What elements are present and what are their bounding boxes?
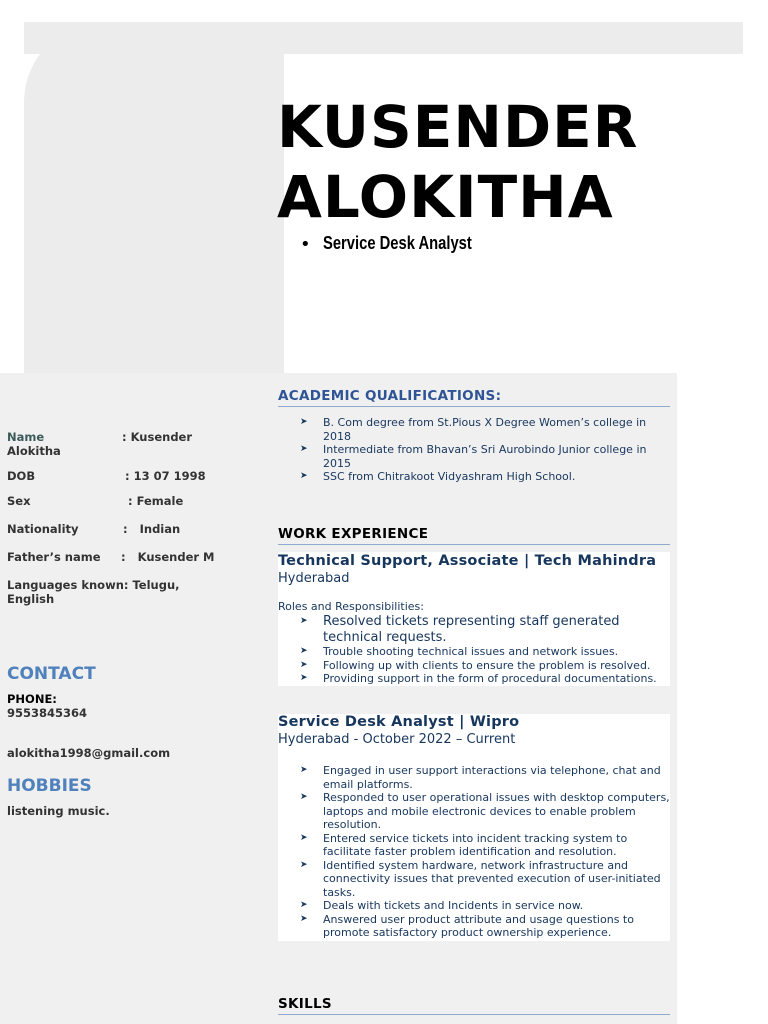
list-item: ➤ Resolved tickets representing staff generated technical requests.	[300, 614, 672, 645]
list-item: ➤ Providing support in the form of procedural documentations.	[300, 672, 672, 686]
detail-dob	[7, 469, 267, 483]
skills-heading: SKILLS	[278, 996, 670, 1015]
contact-heading: CONTACT	[7, 664, 96, 684]
job-location: Hyderabad	[278, 571, 350, 586]
list-item: ➤ B. Com degree from St.Pious X Degree Women’s college in 2018	[300, 416, 670, 443]
list-item: ➤ Identified system hardware, network infrastructure and connectivity issues that prevented execution of user-initiated tasks.	[300, 859, 672, 900]
job-title: Service Desk Analyst	[323, 233, 472, 253]
list-item: ➤ Engaged in user support interactions via telephone, chat and email platforms.	[300, 764, 672, 791]
phone-value: 9553845364	[7, 706, 88, 720]
detail-value: : Female	[128, 494, 184, 508]
detail-label: Name	[7, 430, 45, 444]
job-location: Hyderabad - October 2022 – Current	[278, 732, 516, 747]
hobbies-heading: HOBBIES	[7, 776, 92, 796]
detail-value: : Indian	[123, 522, 181, 536]
candidate-name	[277, 92, 638, 232]
header-left-shape	[24, 22, 284, 422]
list-item: ➤ Trouble shooting technical issues and network issues.	[300, 645, 672, 659]
detail-nationality	[7, 522, 267, 536]
job-title-heading: Technical Support, Associate | Tech Mahindra	[278, 553, 657, 569]
list-item: ➤ Answered user product attribute and usage questions to promote satisfactory product ownership experience.	[300, 913, 672, 940]
work-heading: WORK EXPERIENCE	[278, 526, 670, 545]
roles-label: Roles and Responsibilities:	[278, 600, 424, 613]
detail-label: Father’s name	[7, 550, 101, 564]
list-item: ➤ SSC from Chitrakoot Vidyashram High School.	[300, 470, 670, 484]
list-item: ➤ Deals with tickets and Incidents in service now.	[300, 899, 672, 913]
detail-label: DOB	[7, 469, 36, 483]
responsibility-list	[300, 614, 672, 686]
list-item: ➤ Entered service tickets into incident tracking system to facilitate faster problem identification and resolution.	[300, 832, 672, 859]
detail-father	[7, 550, 267, 564]
detail-languages: Languages known: Telugu, English	[7, 578, 180, 606]
email-value[interactable]: alokitha1998@gmail.com	[7, 746, 171, 760]
detail-sex	[7, 494, 267, 508]
list-item: ➤ Following up with clients to ensure the problem is resolved.	[300, 659, 672, 673]
detail-value: : 13 07 1998	[125, 469, 206, 483]
hobby-item: listening music.	[7, 804, 110, 818]
detail-label: Nationality	[7, 522, 79, 536]
responsibility-list	[300, 764, 672, 940]
phone-label: PHONE:	[7, 692, 57, 706]
name-line-1: KUSENDER	[277, 93, 639, 161]
detail-name	[7, 430, 267, 458]
academic-list	[300, 416, 670, 484]
detail-value-second: Alokitha	[7, 444, 61, 458]
detail-value: : Kusender M	[121, 550, 215, 564]
list-item: ➤ Intermediate from Bhavan’s Sri Aurobindo Junior college in 2015	[300, 443, 670, 470]
detail-label: Sex	[7, 494, 31, 508]
bullet-icon: •	[300, 234, 311, 255]
detail-value-first: : Kusender	[122, 430, 193, 444]
list-item: ➤ Responded to user operational issues with desktop computers, laptops and mobile electronic devices to enable problem resolution.	[300, 791, 672, 832]
academic-heading: ACADEMIC QUALIFICATIONS:	[278, 388, 670, 407]
name-line-2: ALOKITHA	[277, 163, 614, 231]
personal-details	[7, 430, 267, 617]
job-title-heading: Service Desk Analyst | Wipro	[278, 714, 520, 730]
